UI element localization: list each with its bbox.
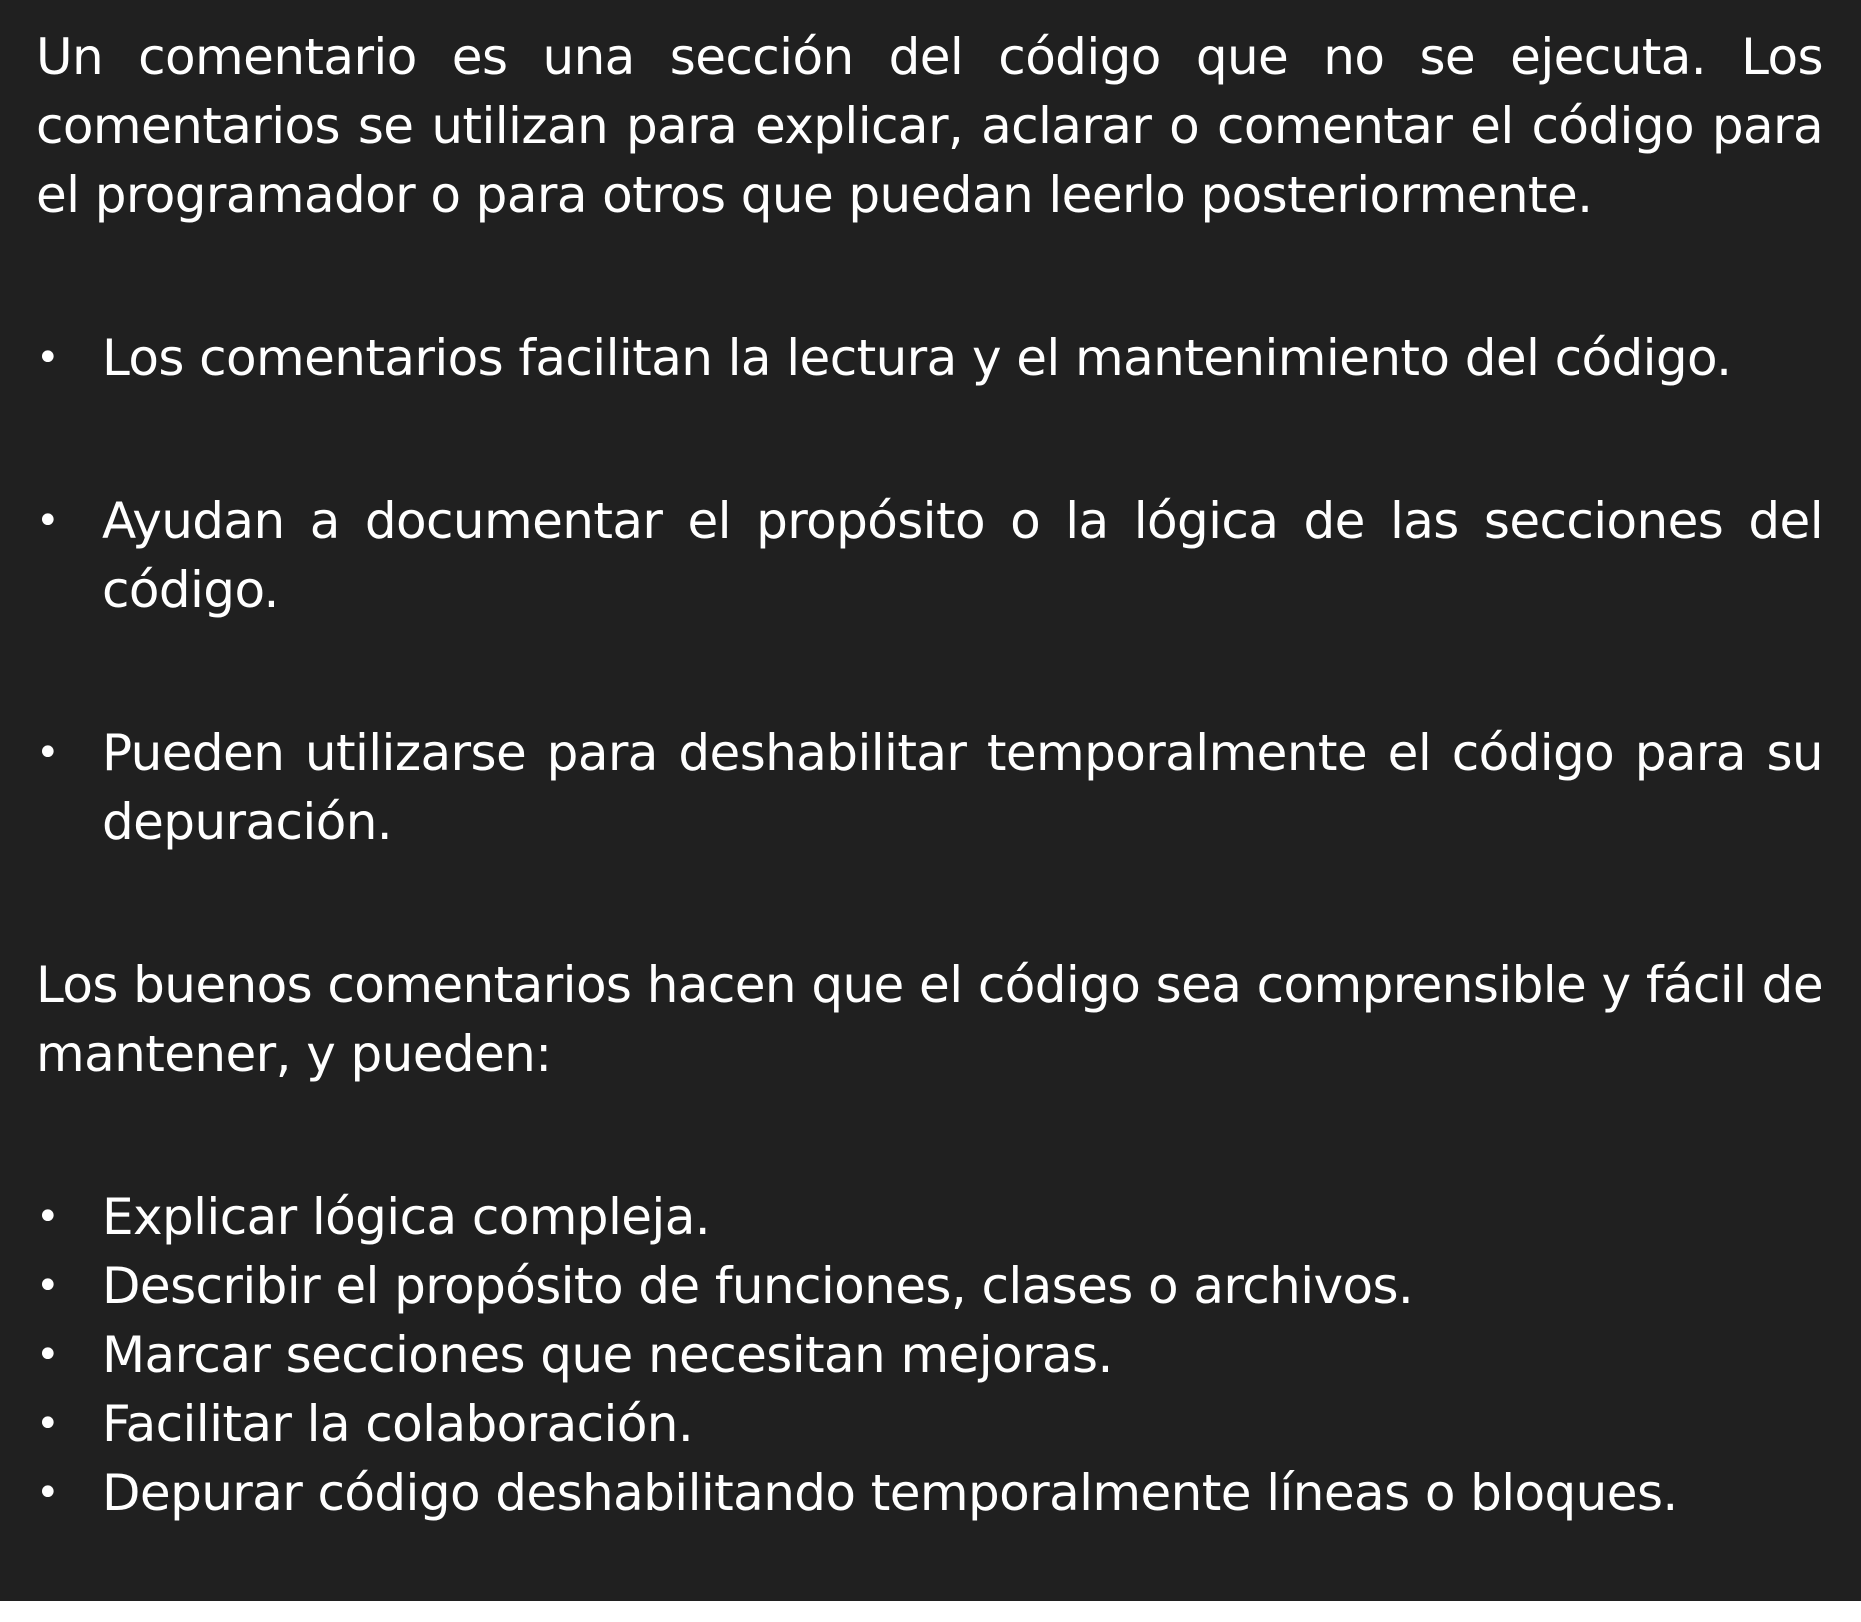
list-item	[36, 487, 1823, 625]
bullet-icon: •	[36, 1401, 59, 1447]
list-item-text: Ayudan a documentar el propósito o la lógica de las secciones del código.	[102, 492, 1823, 619]
list-item-text: Describir el propósito de funciones, clases o archivos.	[102, 1257, 1414, 1315]
list-item-text: Los comentarios facilitan la lectura y el mantenimiento del código.	[102, 329, 1732, 387]
list-item-text: Marcar secciones que necesitan mejoras.	[102, 1326, 1113, 1384]
list-item	[36, 1252, 1823, 1321]
bullet-icon: •	[36, 1194, 59, 1240]
list-item-text: Pueden utilizarse para deshabilitar temporalmente el código para su depuración.	[102, 724, 1823, 851]
bullet-icon: •	[36, 1470, 59, 1516]
list-item	[36, 1321, 1823, 1390]
list-item-text: Depurar código deshabilitando temporalmente líneas o bloques.	[102, 1464, 1678, 1522]
bullet-icon: •	[36, 335, 59, 381]
list-item	[36, 719, 1823, 857]
bullet-icon: •	[36, 1263, 59, 1309]
list-item	[36, 324, 1823, 393]
second-intro-paragraph: Los buenos comentarios hacen que el código sea comprensible y fácil de mantener, y pueden:	[36, 956, 1823, 1083]
bullet-icon: •	[36, 730, 59, 776]
list-item	[36, 1459, 1823, 1528]
bullet-icon: •	[36, 498, 59, 544]
list-item-text: Explicar lógica compleja.	[102, 1188, 711, 1246]
intro-paragraph: Un comentario es una sección del código que no se ejecuta. Los comentarios se utilizan para explicar, aclarar o comentar el código para el programador o para otros que puedan leerlo posteriormente.	[36, 28, 1823, 224]
list-item-text: Facilitar la colaboración.	[102, 1395, 694, 1453]
list-item	[36, 1390, 1823, 1459]
list-item	[36, 1183, 1823, 1252]
benefits-list	[36, 324, 1823, 857]
bullet-icon: •	[36, 1332, 59, 1378]
uses-list	[36, 1183, 1823, 1528]
